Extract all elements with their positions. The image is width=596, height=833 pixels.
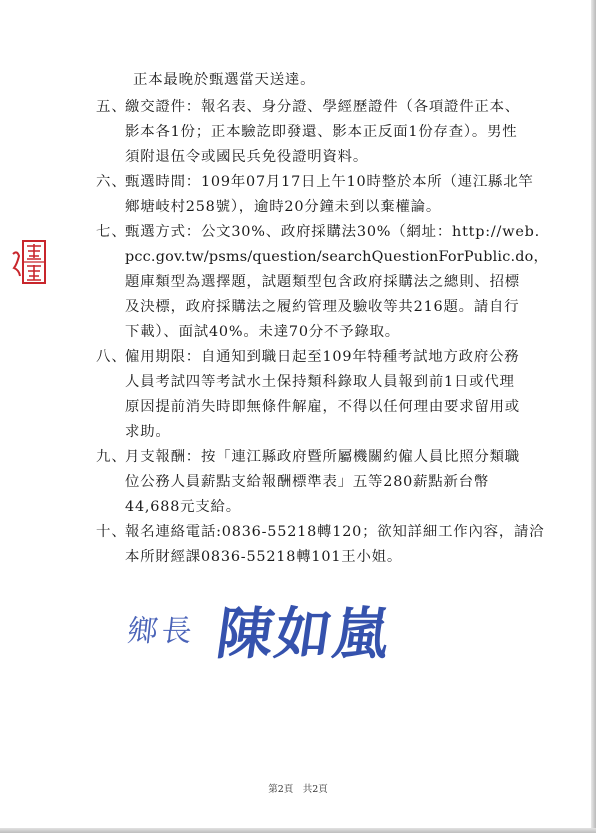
item-line: 題庫類型為選擇題，試題類型包含政府採購法之總則、招標 [125, 274, 520, 290]
item-line: 甄選方式：公文30%、政府採購法30%（網址：http://web. [125, 224, 541, 240]
item-number: 六、 [96, 174, 127, 190]
signature-name: 陳如嵐 [212, 601, 397, 667]
item-line: 須附退伍令或國民兵免役證明資料。 [125, 149, 369, 165]
page-number: 第2頁 共2頁 [268, 784, 328, 795]
signature-block [125, 588, 458, 668]
item-number: 八、 [96, 349, 127, 365]
item-number: 七、 [96, 224, 127, 240]
item-line: 甄選時間：109年07月17日上午10時整於本所（連江縣北竿 [125, 174, 534, 190]
page-edge-shadow-bottom [0, 828, 596, 833]
item-line: 求助。 [125, 424, 171, 440]
item-line: 下載）、面試40%。未達70分不予錄取。 [125, 324, 400, 340]
item-line: 僱用期限：自通知到職日起至109年特種考試地方政府公務 [125, 349, 520, 365]
item-line: 及決標，政府採購法之履約管理及驗收等共216題。請自行 [125, 299, 520, 315]
intro-line: 正本最晚於甄選當天送達。 [133, 72, 316, 88]
item-line: 鄉塘岐村258號），逾時20分鐘未到以棄權論。 [125, 199, 442, 215]
item-line: 繳交證件：報名表、身分證、學經歷證件（各項證件正本、 [125, 99, 520, 115]
item-line: 原因提前消失時即無條件解雇，不得以任何理由要求留用或 [125, 399, 520, 415]
item-line: 月支報酬：按「連江縣政府暨所屬機關約僱人員比照分類職 [125, 449, 520, 465]
page-edge-shadow [591, 0, 596, 833]
item-number: 十、 [96, 524, 127, 540]
item-line: 44,688元支給。 [125, 499, 241, 515]
item-number: 五、 [96, 99, 127, 115]
item-line: 報名連絡電話:0836-55218轉120；欲知詳細工作內容，請洽 [125, 524, 545, 540]
item-line-url: pcc.gov.tw/psms/question/searchQuestionForPublic.do， [125, 249, 549, 265]
item-line: 影本各1份；正本驗訖即發還、影本正反面1份存查）。男性 [125, 124, 518, 140]
margin-seal-stamp [10, 238, 50, 286]
item-number: 九、 [96, 449, 127, 465]
item-line: 本所財經課0836-55218轉101王小姐。 [125, 549, 403, 565]
item-line: 位公務人員薪點支給報酬標準表」五等280薪點新台幣 [125, 474, 490, 490]
item-line: 人員考試四等考試水土保持類科錄取人員報到前1日或代理 [125, 374, 515, 390]
signature-title: 鄉長 [125, 614, 198, 649]
